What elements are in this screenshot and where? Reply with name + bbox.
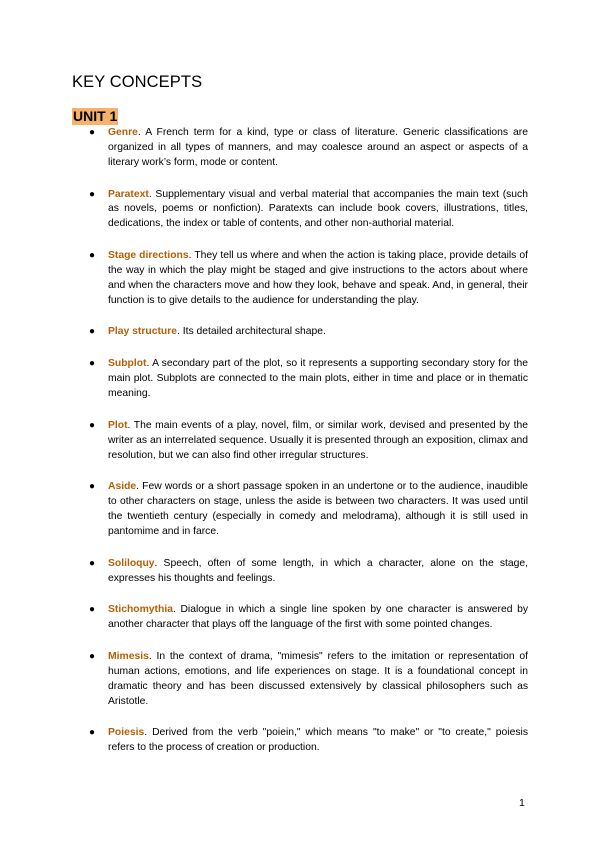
concept-item-stage-directions [0, 249, 600, 308]
concept-definition: . Derived from the verb "poiein," which means "to make" or "to create," poiesis refers to the process of creation or production. [108, 727, 528, 754]
bullet-icon: ● [89, 127, 96, 138]
page-number: 1 [519, 797, 525, 809]
bullet-icon: ● [89, 651, 96, 663]
concept-item-mimesis [0, 650, 600, 709]
concept-item-genre [0, 126, 600, 171]
concept-definition: . A secondary part of the plot, so it represents a supporting secondary story for the main plot. Subplots are connected to the main plots, either in time and place or in thematic meaning. [108, 358, 528, 399]
concept-definition: . They tell us where and when the action is taking place, provide details of the way in which the play might be staged and give instructions to the actors about where and when the characters move and how they look, behave and speak. And, in general, their function is to give details to the audience for understanding the play. [108, 250, 528, 306]
concept-definition: . Dialogue in which a single line spoken by one character is answered by another character that plays off the language of the first with some pointed changes. [108, 604, 528, 631]
page-title: KEY CONCEPTS [72, 73, 203, 91]
bullet-icon: ● [89, 250, 96, 262]
concept-term: Soliloquy [108, 557, 155, 569]
bullet-icon: ● [89, 188, 96, 200]
concept-list [0, 126, 600, 773]
concept-definition: . In the context of drama, "mimesis" refers to the imitation or representation of human actions, emotions, and life experiences on stage. It is a foundational concept in dramatic theory and has been discussed extensively by classical philosophers such as Aristotle. [108, 651, 528, 707]
concept-item-subplot [0, 357, 600, 402]
concept-item-poiesis [0, 726, 600, 756]
concept-term: Stichomythia [108, 604, 173, 616]
concept-term: Plot [108, 419, 128, 431]
concept-term: Genre [108, 127, 138, 138]
concept-term: Stage directions [108, 250, 189, 262]
concept-item-aside [0, 480, 600, 539]
concept-term: Subplot [108, 358, 147, 370]
bullet-icon: ● [89, 326, 96, 338]
bullet-icon: ● [89, 557, 96, 569]
concept-term: Aside [108, 481, 137, 493]
concept-term: Mimesis [108, 651, 149, 663]
concept-definition: . The main events of a play, novel, film, or similar work, devised and presented by the writer as an interrelated sequence. Usually it is presented through an exposition, climax and resolution, but we can also find other irregular structures. [108, 419, 528, 461]
concept-definition: . Supplementary visual and verbal material that accompanies the main text (such as novels, poems or nonfiction). Paratexts can include book covers, illustrations, titles, dedications, the index or table of contents, and other non-authorial material. [108, 188, 528, 230]
concept-term: Poiesis [108, 727, 145, 739]
concept-item-plot [0, 419, 600, 464]
concept-item-play-structure [0, 325, 600, 340]
bullet-icon: ● [89, 727, 96, 739]
concept-definition: . Its detailed architectural shape. [177, 326, 326, 338]
bullet-icon: ● [89, 481, 96, 493]
bullet-icon: ● [89, 419, 96, 431]
concept-item-stichomythia [0, 603, 600, 633]
concept-term: Paratext [108, 188, 149, 200]
concept-definition: . Few words or a short passage spoken in an undertone or to the audience, inaudible to other characters on stage, unless the aside is between two characters. It was used until the twentieth century (especially in comedy and melodrama), although it is still used in pantomime and in farce. [108, 481, 528, 537]
concept-item-paratext [0, 188, 600, 233]
bullet-icon: ● [89, 358, 96, 370]
concept-term: Play structure [108, 326, 177, 338]
concept-definition: . A French term for a kind, type or class of literature. Generic classifications are organized in all types of manners, and may coalesce around an aspect or aspects of a literary work’s form, mode or content. [108, 127, 528, 168]
concept-definition: . Speech, often of some length, in which a character, alone on the stage, expresses his thoughts and feelings. [108, 557, 528, 584]
unit-heading: UNIT 1 [73, 108, 118, 124]
concept-item-soliloquy [0, 557, 600, 587]
bullet-icon: ● [89, 604, 96, 616]
